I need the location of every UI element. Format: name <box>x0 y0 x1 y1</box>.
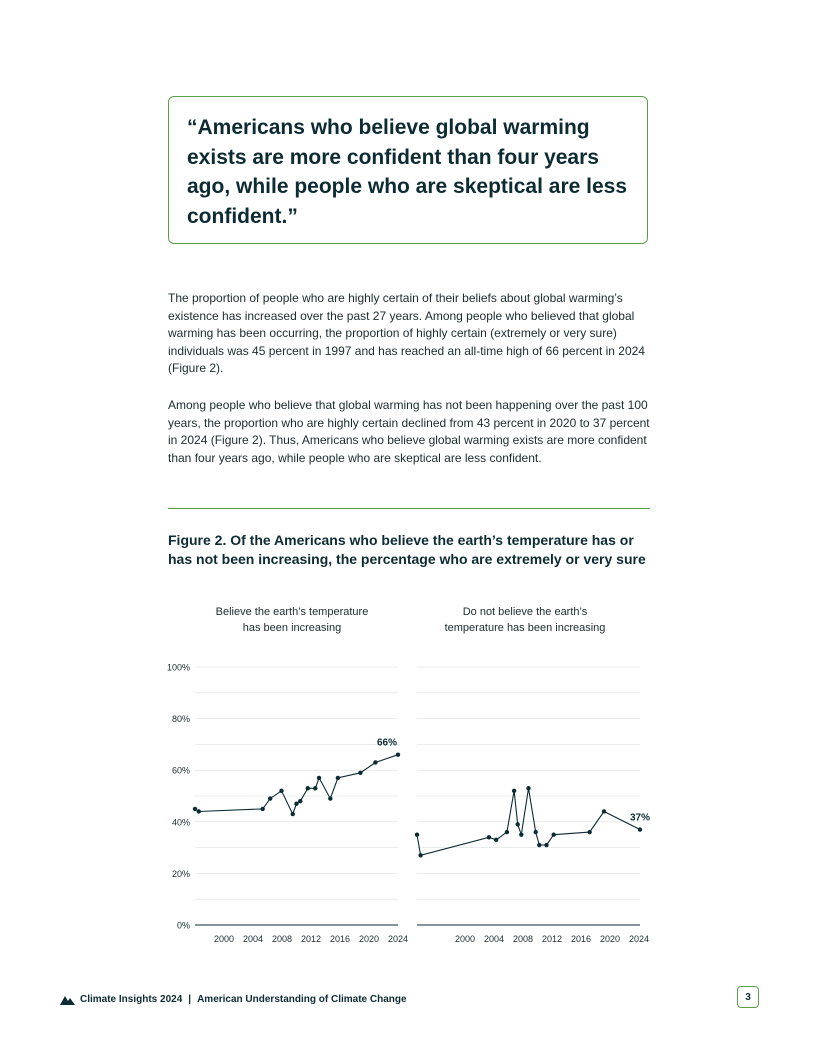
left-x-tick-label: 2020 <box>358 934 380 944</box>
right-data-point <box>638 827 642 831</box>
footer-subtitle: American Understanding of Climate Change <box>197 993 407 1005</box>
right-data-point <box>415 833 419 837</box>
right-data-point <box>587 830 591 834</box>
pull-quote: “Americans who believe global warming exists are more confident than four years ago, while people who are skeptical are less confident.” <box>187 116 628 228</box>
right-data-point <box>487 835 491 839</box>
page-number: 3 <box>737 986 759 1008</box>
left-data-point <box>336 776 340 780</box>
left-x-tick-label: 2012 <box>300 934 322 944</box>
left-data-point <box>328 796 332 800</box>
right-data-point <box>516 822 520 826</box>
left-x-tick-label: 2016 <box>329 934 351 944</box>
left-data-point <box>373 760 377 764</box>
right-data-point <box>494 838 498 842</box>
y-tick-label: 60% <box>171 765 190 776</box>
left-x-tick-label: 2004 <box>242 934 264 944</box>
right-x-tick-label: 2004 <box>483 934 505 944</box>
left-end-value-label: 66% <box>376 737 397 749</box>
y-tick-label: 0% <box>176 920 190 931</box>
left-x-tick-label: 2008 <box>271 934 293 944</box>
mountain-logo-icon <box>60 994 75 1005</box>
footer-separator: | <box>188 993 192 1005</box>
right-data-point <box>418 853 422 857</box>
right-data-point <box>519 833 523 837</box>
left-panel-title-line-2: has been increasing <box>242 622 342 634</box>
right-data-point <box>544 843 548 847</box>
footer <box>60 991 407 1007</box>
y-tick-label: 100% <box>166 662 190 673</box>
right-data-point <box>512 789 516 793</box>
right-x-tick-label: 2016 <box>570 934 592 944</box>
left-x-tick-label: 2000 <box>213 934 235 944</box>
right-data-point <box>526 786 530 790</box>
right-x-tick-label: 2020 <box>599 934 621 944</box>
left-data-point <box>260 807 264 811</box>
left-data-point <box>197 809 201 813</box>
right-data-point <box>551 833 555 837</box>
right-x-tick-label: 2000 <box>454 934 476 944</box>
body-paragraph-2: Among people who believe that global warming has not been happening over the past 100 years, the proportion who are highly certain declined from 43 percent in 2020 to 37 percent in 2024 (Figure 2). Thus, Americans who believe global warming exists are more confident than four years ago, while people who are skeptical are less confident. <box>168 398 650 465</box>
right-x-tick-label: 2024 <box>628 934 650 944</box>
right-data-point <box>602 809 606 813</box>
right-x-tick-label: 2012 <box>541 934 563 944</box>
footer-brand: Climate Insights 2024 <box>80 993 183 1005</box>
left-data-point <box>279 789 283 793</box>
left-data-point <box>396 753 400 757</box>
y-tick-label: 40% <box>171 817 190 828</box>
left-x-tick-label: 2024 <box>387 934 409 944</box>
body-paragraph-1: The proportion of people who are highly certain of their beliefs about global warming’s existence has increased over the past 27 years. Among people who believed that global warming has been occurring, the proportion of highly certain (extremely or very sure) individuals was 45 percent in 1997 and has reached an all-time high of 66 percent in 2024 (Figure 2). <box>168 291 645 376</box>
figure-title: Figure 2. Of the Americans who believe the earth’s temperature has or has not been increasing, the percentage who are extremely or very sure <box>168 532 646 567</box>
right-panel-title-line-2: temperature has been increasing <box>444 622 606 634</box>
left-data-point <box>313 786 317 790</box>
y-tick-label: 80% <box>171 714 190 725</box>
right-x-tick-label: 2008 <box>512 934 534 944</box>
left-data-point <box>358 771 362 775</box>
right-end-value-label: 37% <box>629 812 650 824</box>
left-data-point <box>268 796 272 800</box>
right-panel-title-line-1: Do not believe the earth’s <box>462 606 588 618</box>
left-panel-title-line-1: Believe the earth’s temperature <box>215 606 369 618</box>
left-data-point <box>298 799 302 803</box>
left-data-point <box>294 802 298 806</box>
left-data-point <box>193 807 197 811</box>
right-data-point <box>505 830 509 834</box>
right-data-point <box>533 830 537 834</box>
y-tick-label: 20% <box>171 868 190 879</box>
left-data-point <box>306 786 310 790</box>
right-data-point <box>537 843 541 847</box>
left-data-point <box>291 812 295 816</box>
left-data-point <box>317 776 321 780</box>
